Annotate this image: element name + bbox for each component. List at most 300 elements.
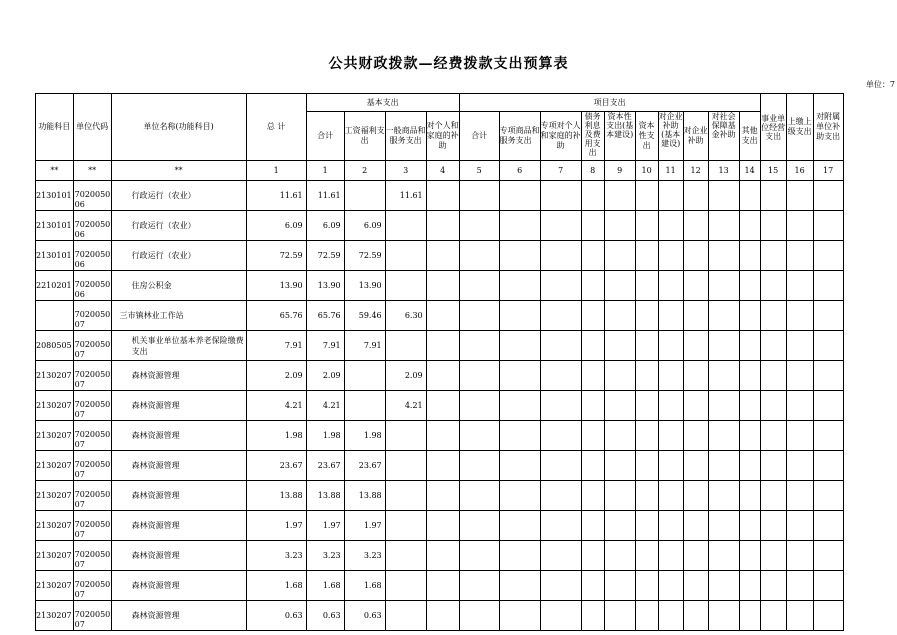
empty-cell xyxy=(499,421,540,451)
empty-cell xyxy=(760,571,786,601)
empty-cell xyxy=(813,211,843,241)
empty-cell xyxy=(581,541,604,571)
empty-cell xyxy=(708,481,739,511)
empty-cell xyxy=(540,571,581,601)
header-project-group: 项目支出 xyxy=(459,94,760,112)
wage-cell: 3.23 xyxy=(344,541,385,571)
empty-cell xyxy=(426,181,459,211)
header-func-code: 功能科目 xyxy=(36,94,74,161)
empty-cell xyxy=(426,241,459,271)
basic-sum-cell: 1.97 xyxy=(306,511,344,541)
total-cell: 65.76 xyxy=(246,301,306,331)
empty-cell xyxy=(540,601,581,631)
basic-sum-cell: 11.61 xyxy=(306,181,344,211)
unit-name-cell: 住房公积金 xyxy=(111,271,246,301)
empty-cell xyxy=(760,361,786,391)
unit-name-cell: 三市镇林业工作站 xyxy=(111,301,246,331)
func-code-cell xyxy=(36,301,74,331)
func-code-cell: 2130207 xyxy=(36,541,74,571)
empty-cell xyxy=(739,241,760,271)
func-code-cell: 2130207 xyxy=(36,361,74,391)
empty-cell xyxy=(426,361,459,391)
empty-cell xyxy=(708,571,739,601)
empty-cell xyxy=(581,211,604,241)
empty-cell xyxy=(635,271,658,301)
empty-cell xyxy=(708,271,739,301)
col-number: 3 xyxy=(385,161,426,181)
empty-cell xyxy=(658,271,683,301)
goods-cell xyxy=(385,451,426,481)
table-row xyxy=(36,331,844,361)
empty-cell xyxy=(708,601,739,631)
header-basic-sum: 合计 xyxy=(306,112,344,161)
empty-cell xyxy=(786,361,813,391)
total-cell: 23.67 xyxy=(246,451,306,481)
empty-cell xyxy=(581,181,604,211)
empty-cell xyxy=(708,511,739,541)
empty-cell xyxy=(426,601,459,631)
empty-cell xyxy=(581,361,604,391)
goods-cell xyxy=(385,511,426,541)
empty-cell xyxy=(708,331,739,361)
func-code-cell: 2130207 xyxy=(36,451,74,481)
wage-cell: 6.09 xyxy=(344,211,385,241)
empty-cell xyxy=(635,211,658,241)
empty-cell xyxy=(683,241,708,271)
col-number: 5 xyxy=(459,161,499,181)
unit-name-cell: 森林资源管理 xyxy=(111,481,246,511)
empty-cell xyxy=(581,571,604,601)
empty-cell xyxy=(813,451,843,481)
table-row xyxy=(36,511,844,541)
empty-cell xyxy=(708,211,739,241)
header-basic-group: 基本支出 xyxy=(306,94,459,112)
empty-cell xyxy=(459,481,499,511)
unit-name-cell: 行政运行（农业） xyxy=(111,181,246,211)
empty-cell xyxy=(499,571,540,601)
col-number: ** xyxy=(36,161,74,181)
func-code-cell: 2130101 xyxy=(36,181,74,211)
empty-cell xyxy=(635,331,658,361)
wage-cell: 13.88 xyxy=(344,481,385,511)
empty-cell xyxy=(813,391,843,421)
goods-cell xyxy=(385,331,426,361)
empty-cell xyxy=(760,481,786,511)
empty-cell xyxy=(459,301,499,331)
empty-cell xyxy=(540,391,581,421)
func-code-cell: 2130101 xyxy=(36,241,74,271)
empty-cell xyxy=(813,571,843,601)
empty-cell xyxy=(499,361,540,391)
goods-cell xyxy=(385,211,426,241)
empty-cell xyxy=(604,331,635,361)
goods-cell: 4.21 xyxy=(385,391,426,421)
empty-cell xyxy=(739,301,760,331)
empty-cell xyxy=(683,541,708,571)
empty-cell xyxy=(658,361,683,391)
col-number: 7 xyxy=(540,161,581,181)
empty-cell xyxy=(604,391,635,421)
empty-cell xyxy=(658,181,683,211)
empty-cell xyxy=(540,271,581,301)
col-number: 16 xyxy=(786,161,813,181)
goods-cell xyxy=(385,241,426,271)
empty-cell xyxy=(635,511,658,541)
empty-cell xyxy=(604,301,635,331)
empty-cell xyxy=(604,601,635,631)
empty-cell xyxy=(739,451,760,481)
total-cell: 13.90 xyxy=(246,271,306,301)
header-proj-goods: 专项商品和服务支出 xyxy=(499,112,540,161)
empty-cell xyxy=(683,301,708,331)
empty-cell xyxy=(635,421,658,451)
col-number: 2 xyxy=(344,161,385,181)
empty-cell xyxy=(540,301,581,331)
func-code-cell: 2130207 xyxy=(36,571,74,601)
empty-cell xyxy=(426,271,459,301)
wage-cell: 0.63 xyxy=(344,601,385,631)
wage-cell: 59.46 xyxy=(344,301,385,331)
basic-sum-cell: 6.09 xyxy=(306,211,344,241)
empty-cell xyxy=(581,451,604,481)
empty-cell xyxy=(786,451,813,481)
goods-cell: 6.30 xyxy=(385,301,426,331)
empty-cell xyxy=(658,481,683,511)
empty-cell xyxy=(786,331,813,361)
empty-cell xyxy=(708,541,739,571)
col-number: 11 xyxy=(658,161,683,181)
col-number: ** xyxy=(111,161,246,181)
empty-cell xyxy=(786,181,813,211)
empty-cell xyxy=(459,571,499,601)
empty-cell xyxy=(604,481,635,511)
col-number: 6 xyxy=(499,161,540,181)
empty-cell xyxy=(581,271,604,301)
empty-cell xyxy=(760,271,786,301)
empty-cell xyxy=(739,481,760,511)
func-code-cell: 2080505 xyxy=(36,331,74,361)
empty-cell xyxy=(658,301,683,331)
basic-sum-cell: 13.88 xyxy=(306,481,344,511)
empty-cell xyxy=(581,391,604,421)
empty-cell xyxy=(786,271,813,301)
unit-code-cell: 702005007 xyxy=(73,451,111,481)
total-cell: 1.98 xyxy=(246,421,306,451)
empty-cell xyxy=(708,301,739,331)
empty-cell xyxy=(658,541,683,571)
empty-cell xyxy=(540,361,581,391)
goods-cell xyxy=(385,541,426,571)
empty-cell xyxy=(604,541,635,571)
empty-cell xyxy=(581,241,604,271)
goods-cell xyxy=(385,271,426,301)
table-row xyxy=(36,481,844,511)
total-cell: 1.68 xyxy=(246,571,306,601)
header-proj-capital: 资本性支出 xyxy=(635,112,658,161)
basic-sum-cell: 72.59 xyxy=(306,241,344,271)
empty-cell xyxy=(459,241,499,271)
empty-cell xyxy=(581,601,604,631)
empty-cell xyxy=(658,391,683,421)
empty-cell xyxy=(635,541,658,571)
table-row xyxy=(36,271,844,301)
empty-cell xyxy=(581,331,604,361)
col-number: 14 xyxy=(739,161,760,181)
empty-cell xyxy=(635,481,658,511)
unit-label: 单位：7 xyxy=(865,80,895,89)
empty-cell xyxy=(459,511,499,541)
empty-cell xyxy=(499,451,540,481)
budget-table xyxy=(35,93,844,631)
unit-code-cell: 702005007 xyxy=(73,301,111,331)
goods-cell: 2.09 xyxy=(385,361,426,391)
table-row xyxy=(36,181,844,211)
empty-cell xyxy=(739,541,760,571)
empty-cell xyxy=(581,421,604,451)
empty-cell xyxy=(760,241,786,271)
total-cell: 11.61 xyxy=(246,181,306,211)
empty-cell xyxy=(499,601,540,631)
empty-cell xyxy=(708,181,739,211)
empty-cell xyxy=(540,181,581,211)
unit-code-cell: 702005006 xyxy=(73,241,111,271)
col-number: 12 xyxy=(683,161,708,181)
empty-cell xyxy=(786,511,813,541)
empty-cell xyxy=(635,601,658,631)
empty-cell xyxy=(426,391,459,421)
empty-cell xyxy=(658,511,683,541)
basic-sum-cell: 4.21 xyxy=(306,391,344,421)
wage-cell xyxy=(344,181,385,211)
header-proj-sum: 合计 xyxy=(459,112,499,161)
basic-sum-cell: 23.67 xyxy=(306,451,344,481)
wage-cell: 1.97 xyxy=(344,511,385,541)
table-row xyxy=(36,421,844,451)
empty-cell xyxy=(708,241,739,271)
basic-sum-cell: 13.90 xyxy=(306,271,344,301)
total-cell: 4.21 xyxy=(246,391,306,421)
empty-cell xyxy=(739,571,760,601)
unit-name-cell: 森林资源管理 xyxy=(111,451,246,481)
empty-cell xyxy=(786,391,813,421)
func-code-cell: 2130101 xyxy=(36,211,74,241)
col-number: 10 xyxy=(635,161,658,181)
header-operating: 事业单位经营支出 xyxy=(760,94,786,161)
empty-cell xyxy=(426,571,459,601)
empty-cell xyxy=(635,391,658,421)
empty-cell xyxy=(739,331,760,361)
header-proj-enterprise: 对企业补助 xyxy=(683,112,708,161)
unit-name-cell: 行政运行（农业） xyxy=(111,241,246,271)
header-affiliate: 对附属单位补助支出 xyxy=(813,94,843,161)
empty-cell xyxy=(658,211,683,241)
func-code-cell: 2210201 xyxy=(36,271,74,301)
empty-cell xyxy=(581,301,604,331)
empty-cell xyxy=(604,271,635,301)
table-row xyxy=(36,391,844,421)
table-row xyxy=(36,541,844,571)
wage-cell: 23.67 xyxy=(344,451,385,481)
total-cell: 7.91 xyxy=(246,331,306,361)
empty-cell xyxy=(499,301,540,331)
basic-sum-cell: 7.91 xyxy=(306,331,344,361)
empty-cell xyxy=(786,571,813,601)
empty-cell xyxy=(604,211,635,241)
unit-name-cell: 森林资源管理 xyxy=(111,361,246,391)
empty-cell xyxy=(683,331,708,361)
empty-cell xyxy=(739,511,760,541)
empty-cell xyxy=(760,391,786,421)
func-code-cell: 2130207 xyxy=(36,391,74,421)
empty-cell xyxy=(786,301,813,331)
empty-cell xyxy=(813,541,843,571)
empty-cell xyxy=(581,511,604,541)
empty-cell xyxy=(739,211,760,241)
empty-cell xyxy=(459,541,499,571)
basic-sum-cell: 3.23 xyxy=(306,541,344,571)
empty-cell xyxy=(426,331,459,361)
empty-cell xyxy=(813,511,843,541)
goods-cell xyxy=(385,571,426,601)
empty-cell xyxy=(708,451,739,481)
unit-name-cell: 森林资源管理 xyxy=(111,511,246,541)
unit-code-cell: 702005007 xyxy=(73,571,111,601)
empty-cell xyxy=(426,451,459,481)
total-cell: 6.09 xyxy=(246,211,306,241)
empty-cell xyxy=(635,451,658,481)
empty-cell xyxy=(581,481,604,511)
total-cell: 13.88 xyxy=(246,481,306,511)
wage-cell xyxy=(344,361,385,391)
goods-cell: 11.61 xyxy=(385,181,426,211)
col-number: 17 xyxy=(813,161,843,181)
empty-cell xyxy=(739,361,760,391)
empty-cell xyxy=(459,451,499,481)
empty-cell xyxy=(459,391,499,421)
unit-name-cell: 森林资源管理 xyxy=(111,421,246,451)
empty-cell xyxy=(760,331,786,361)
empty-cell xyxy=(813,361,843,391)
unit-name-cell: 行政运行（农业） xyxy=(111,211,246,241)
empty-cell xyxy=(459,271,499,301)
empty-cell xyxy=(813,421,843,451)
empty-cell xyxy=(813,181,843,211)
empty-cell xyxy=(459,421,499,451)
header-basic-individual: 对个人和家庭的补助 xyxy=(426,112,459,161)
empty-cell xyxy=(658,241,683,271)
empty-cell xyxy=(683,361,708,391)
empty-cell xyxy=(739,391,760,421)
empty-cell xyxy=(786,421,813,451)
goods-cell xyxy=(385,421,426,451)
unit-code-cell: 702005006 xyxy=(73,181,111,211)
empty-cell xyxy=(760,301,786,331)
empty-cell xyxy=(683,481,708,511)
header-proj-other: 其他支出 xyxy=(739,112,760,161)
empty-cell xyxy=(760,451,786,481)
empty-cell xyxy=(760,211,786,241)
total-cell: 2.09 xyxy=(246,361,306,391)
empty-cell xyxy=(540,241,581,271)
func-code-cell: 2130207 xyxy=(36,601,74,631)
func-code-cell: 2130207 xyxy=(36,511,74,541)
empty-cell xyxy=(499,331,540,361)
col-number: 8 xyxy=(581,161,604,181)
empty-cell xyxy=(540,451,581,481)
empty-cell xyxy=(739,181,760,211)
unit-code-cell: 702005007 xyxy=(73,331,111,361)
empty-cell xyxy=(499,391,540,421)
empty-cell xyxy=(499,481,540,511)
unit-code-cell: 702005007 xyxy=(73,421,111,451)
empty-cell xyxy=(739,421,760,451)
unit-name-cell: 机关事业单位基本养老保险缴费支出 xyxy=(111,331,246,361)
unit-name-cell: 森林资源管理 xyxy=(111,541,246,571)
empty-cell xyxy=(426,421,459,451)
total-cell: 1.97 xyxy=(246,511,306,541)
empty-cell xyxy=(459,181,499,211)
wage-cell: 13.90 xyxy=(344,271,385,301)
header-unit-name: 单位名称(功能科目) xyxy=(111,94,246,161)
func-code-cell: 2130207 xyxy=(36,481,74,511)
table-row xyxy=(36,361,844,391)
empty-cell xyxy=(760,421,786,451)
table-row xyxy=(36,571,844,601)
empty-cell xyxy=(540,541,581,571)
empty-cell xyxy=(540,211,581,241)
empty-cell xyxy=(635,361,658,391)
goods-cell xyxy=(385,481,426,511)
func-code-cell: 2130207 xyxy=(36,421,74,451)
empty-cell xyxy=(683,211,708,241)
table-row xyxy=(36,211,844,241)
empty-cell xyxy=(635,241,658,271)
empty-cell xyxy=(540,421,581,451)
empty-cell xyxy=(658,601,683,631)
empty-cell xyxy=(786,601,813,631)
empty-cell xyxy=(813,481,843,511)
empty-cell xyxy=(426,481,459,511)
header-unit-code: 单位代码 xyxy=(73,94,111,161)
total-cell: 72.59 xyxy=(246,241,306,271)
empty-cell xyxy=(604,451,635,481)
header-total: 总 计 xyxy=(246,94,306,161)
unit-code-cell: 702005007 xyxy=(73,391,111,421)
empty-cell xyxy=(658,421,683,451)
table-row xyxy=(36,451,844,481)
total-cell: 0.63 xyxy=(246,601,306,631)
empty-cell xyxy=(604,571,635,601)
empty-cell xyxy=(760,181,786,211)
unit-code-cell: 702005007 xyxy=(73,481,111,511)
empty-cell xyxy=(604,511,635,541)
header-proj-social: 对社会保障基金补助 xyxy=(708,112,739,161)
empty-cell xyxy=(760,601,786,631)
empty-cell xyxy=(604,181,635,211)
header-proj-enterprise-build: 对企业补助(基本建设) xyxy=(658,112,683,161)
table-row xyxy=(36,301,844,331)
unit-name-cell: 森林资源管理 xyxy=(111,571,246,601)
empty-cell xyxy=(683,451,708,481)
empty-cell xyxy=(708,361,739,391)
empty-cell xyxy=(426,301,459,331)
empty-cell xyxy=(683,391,708,421)
empty-cell xyxy=(683,511,708,541)
empty-cell xyxy=(658,331,683,361)
page-title: 公共财政拨款—经费拨款支出预算表 xyxy=(328,56,569,72)
header-basic-goods: 一般商品和服务支出 xyxy=(385,112,426,161)
empty-cell xyxy=(604,421,635,451)
